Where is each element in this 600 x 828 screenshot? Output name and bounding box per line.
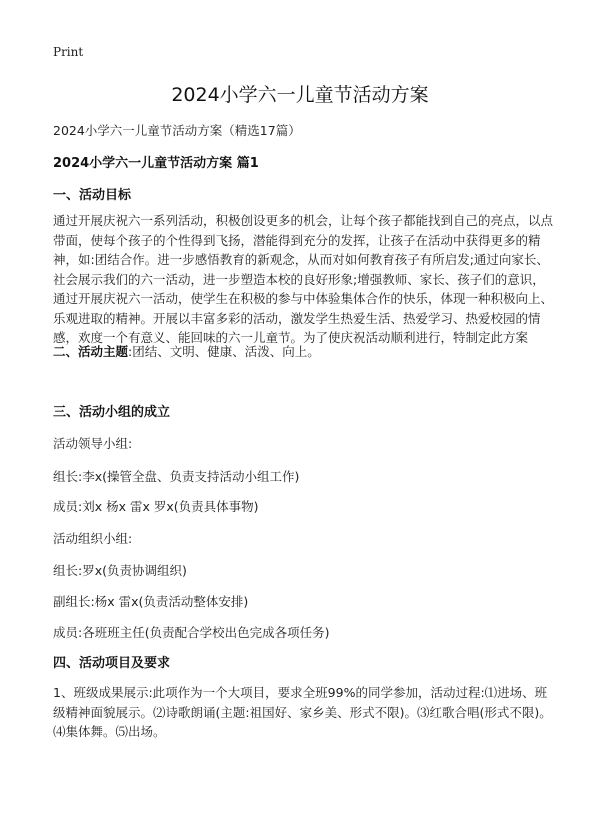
section3-line: 副组长:杨x 雷x(负责活动整体安排) (53, 594, 249, 609)
section3-heading: 三、活动小组的成立 (53, 405, 171, 420)
section3-line: 活动组织小组: (53, 531, 133, 546)
print-link[interactable]: Print (53, 45, 84, 59)
section3-line: 活动领导小组: (53, 436, 133, 451)
section3-line: 成员:刘x 杨x 雷x 罗x(负责具体事物) (53, 499, 259, 514)
section1-body: 通过开展庆祝六一系列活动，积极创设更多的机会，让每个孩子都能找到自己的亮点，以点带面，使每个孩子的个性得到飞扬，潜能得到充分的发挥，让孩子在活动中获得更多的精神，如:团结合作。进一步感悟教育的新观念，从而对如何教育孩子有所启发;通过向家长、社会展示我们的六一活动，进一步塑造本校的良好形象;增强教师、家长、孩子们的意识，通过开展庆祝六一活动，使学生在积极的参与中体验集体合作的快乐，体现一种积极向上、乐观进取的精神。开展以丰富多彩的活动，激发学生热爱生活、热爱学习、热爱校园的情感，欢度一个有意义、能回味的六一儿童节。为了使庆祝活动顺利进行，特制定此方案 (53, 213, 554, 345)
section4-heading: 四、活动项目及要求 (53, 656, 171, 671)
document-subtitle: 2024小学六一儿童节活动方案（精选17篇） (53, 123, 301, 138)
section1-heading: 一、活动目标 (53, 188, 132, 203)
section2-heading: 二、活动主题 (53, 344, 129, 359)
section3-line: 组长:罗x(负责协调组织) (53, 563, 187, 578)
section2-line (53, 342, 320, 360)
section4-body: 1、班级成果展示:此项作为一个大项目，要求全班99%的同学参加，活动过程:⑴进场、班级精神面貌展示。⑵诗歌朗诵(主题:祖国好、家乡美、形式不限)。⑶红歌合唱(形式不限)。⑷集体舞。⑸出场。 (53, 685, 552, 739)
part-title: 2024小学六一儿童节活动方案 篇1 (53, 156, 259, 171)
section3-line: 成员:各班班主任(负责配合学校出色完成各项任务) (53, 625, 330, 640)
page-title: 2024小学六一儿童节活动方案 (171, 84, 429, 106)
section2-text: :团结、文明、健康、活泼、向上。 (128, 344, 320, 359)
section3-line: 组长:李x(操管全盘、负责支持活动小组工作) (53, 469, 300, 484)
